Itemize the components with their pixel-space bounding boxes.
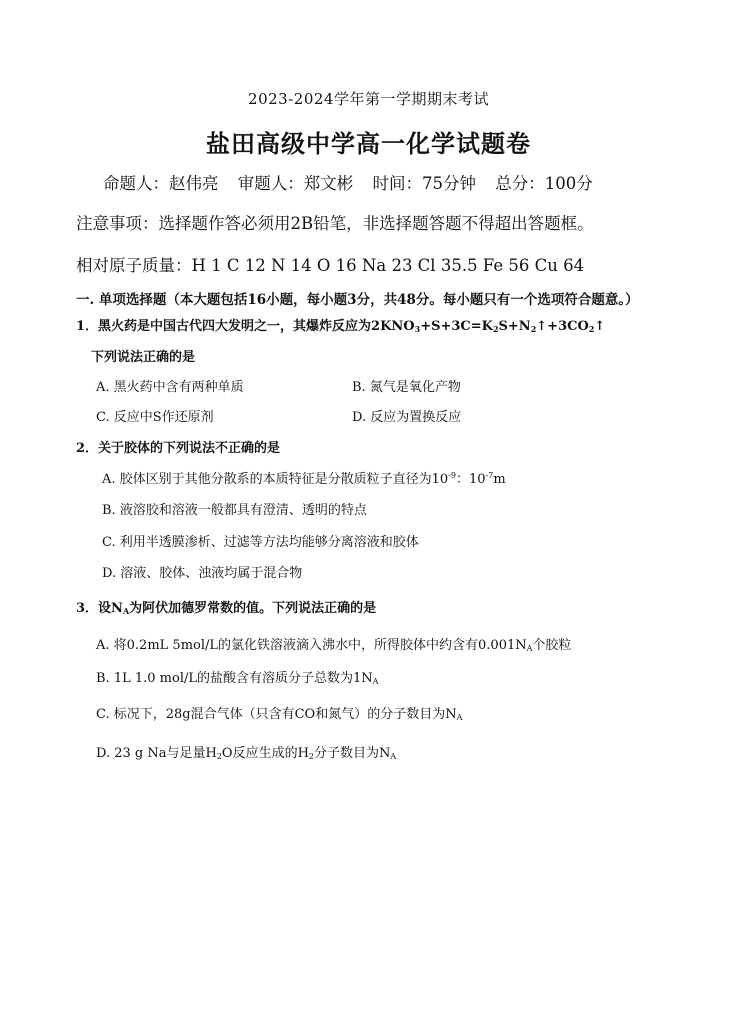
reviewer: 审题人：郑文彬 (237, 174, 354, 193)
question-2-option-d: D. 溶液、胶体、浊液均属于混合物 (102, 566, 303, 581)
exam-title: 盐田高级中学高一化学试题卷 (206, 129, 531, 158)
question-1-option-a: A. 黑火药中含有两种单质 (96, 380, 244, 395)
question-2-option-c: C. 利用半透膜渗析、过滤等方法均能够分离溶液和胶体 (102, 535, 419, 550)
atomic-masses: 相对原子质量：H 1 C 12 N 14 O 16 Na 23 Cl 35.5 Fe 56 Cu 64 (76, 256, 585, 275)
question-1-option-d: D. 反应为置换反应 (352, 410, 462, 425)
question-3-option-a: A. 将0.2mL 5mol/L的氯化铁溶液滴入沸水中，所得胶体中约含有$0.001N_A$个胶粒 (96, 638, 572, 653)
question-2-stem: 2．关于胶体的下列说法不正确的是 (76, 441, 281, 456)
exam-time: 时间：75分钟 (372, 174, 476, 193)
question-3-option-d: D. 23 g Na与足量$H_2O$反应生成的$H_2$分子数目为$N_A$ (96, 746, 397, 761)
question-1-prompt: 下列说法正确的是 (91, 350, 196, 365)
question-3-option-b: B. 1L 1.0 mol/L的盐酸含有溶质分子总数为$1N_A$ (96, 671, 379, 686)
question-1-stem: 1．黑火药是中国古代四大发明之一，其爆炸反应为$2KNO_3+S+3C=K_2S+N_2↑+3CO_2↑$ (76, 319, 606, 334)
question-1-option-b: B. 氮气是氧化产物 (352, 380, 461, 395)
setter: 命题人：赵伟亮 (103, 174, 219, 193)
section-heading: 一. 单项选择题（本大题包括16小题，每小题3分，共48分。每小题只有一个选项符合题意。） (76, 292, 639, 308)
notice-text: 注意事项：选择题作答必须用2B铅笔，非选择题答题不得超出答题框。 (76, 214, 594, 233)
question-2-option-b: B. 液溶胶和溶液一般都具有澄清、透明的特点 (102, 503, 367, 518)
total-score: 总分：100分 (495, 174, 593, 193)
question-2-option-a: A. 胶体区别于其他分散系的本质特征是分散质粒子直径为$10^{-9}$：$10^{-7}m$ (102, 471, 506, 487)
exam-term-header: 2023-2024学年第一学期期末考试 (248, 90, 489, 108)
question-1-option-c: C. 反应中S作还原剂 (96, 410, 214, 425)
question-3-option-c: C. 标况下，28g混合气体（只含有CO和氮气）的分子数目为$N_A$ (96, 707, 463, 722)
exam-meta-row (103, 170, 593, 194)
question-3-stem: 3．设$N_A$为阿伏加德罗常数的值。下列说法正确的是 (76, 601, 377, 616)
